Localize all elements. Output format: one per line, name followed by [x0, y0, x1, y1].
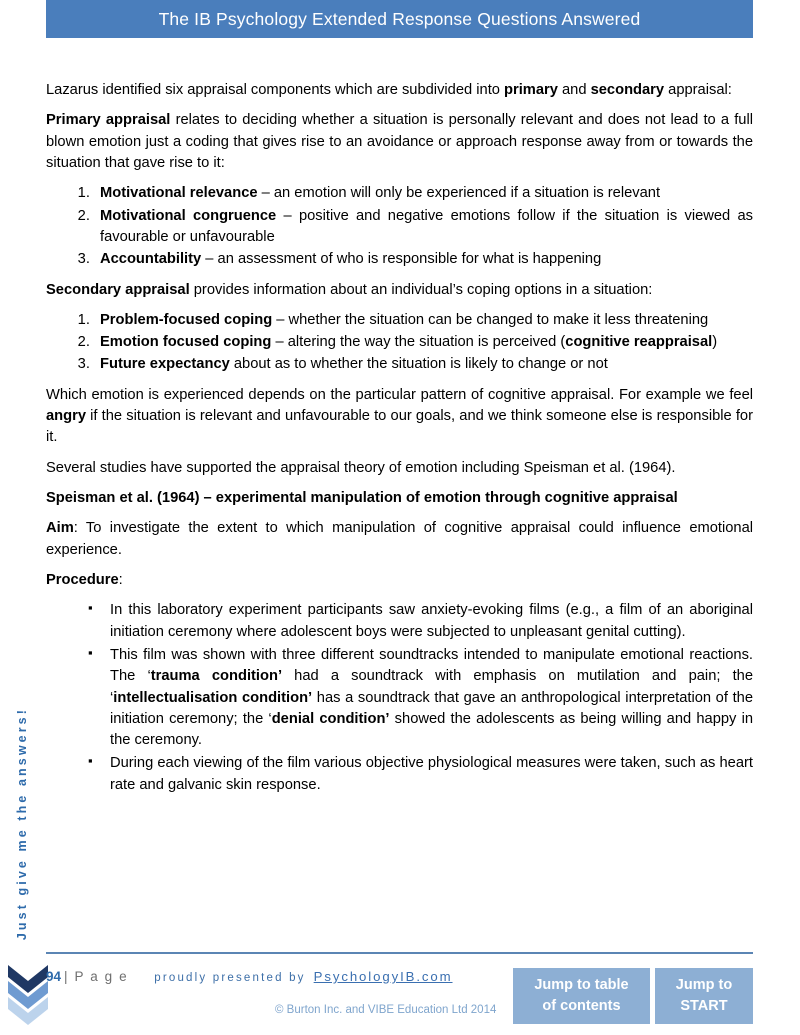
aim-text: : To investigate the extent to which manipulation of cognitive appraisal could influence emotional experience. [46, 520, 753, 558]
list-item-text-a: – altering the way the situation is perceived ( [271, 334, 566, 351]
jump-to-table-of-contents-button[interactable] [513, 968, 650, 1024]
chevron-down-icon [5, 963, 51, 1025]
footer-divider [46, 952, 753, 954]
procedure-colon: : [118, 571, 123, 588]
intro-text-1: Lazarus identified six appraisal components which are subdivided into [46, 82, 505, 98]
list-item-term: Problem-focused coping [100, 311, 273, 328]
primary-appraisal-list [46, 183, 753, 270]
list-item-term: Motivational relevance [100, 185, 258, 202]
which-emotion-text-1: Which emotion is experienced depends on the particular pattern of cognitive appraisal. For example we feel [46, 386, 753, 403]
list-item [94, 249, 753, 270]
jump-start-line1: Jump to [675, 976, 733, 993]
list-item-term-b: cognitive reappraisal [565, 334, 713, 351]
list-item [94, 183, 753, 204]
list-item-term: Accountability [100, 251, 202, 268]
list-item-text: – positive and negative emotions follow if the situation is viewed as favourable or unfavourable [100, 207, 753, 245]
psychologyib-link[interactable]: PsychologyIB.com [313, 969, 453, 984]
list-item [94, 310, 753, 331]
primary-appraisal-text: relates to deciding whether a situation is personally relevant and does not lead to a full blown emotion just a coding that gives rise to an avoidance or approach response away from or towards the situation that gave rise to it: [46, 112, 753, 171]
copyright-notice: © Burton Inc. and VIBE Education Ltd 2014 [275, 1004, 497, 1016]
list-item-text-3: has a soundtrack that gave an anthropological interpretation of the initiation ceremony; the ‘ [110, 689, 753, 727]
secondary-appraisal-paragraph [46, 280, 753, 301]
speisman-study-heading: Speisman et al. (1964) – experimental manipulation of emotion through cognitive appraisal [46, 490, 678, 506]
list-item-text: In this laboratory experiment participants saw anxiety-evoking films (e.g., a film of an aboriginal initiation ceremony where adolescent boys were subjected to unpleasant genital cutting). [110, 602, 753, 640]
procedure-bullet-list [46, 600, 753, 796]
list-item-text-2: had a soundtrack with emphasis on mutilation and pain; the ‘ [110, 668, 754, 706]
side-tab-label: Just give me the answers! [15, 706, 29, 940]
proudly-presented-text: proudly presented by [154, 972, 306, 984]
list-item-text-1: This film was shown with three different soundtracks intended to manipulate emotional reactions. The ‘ [110, 646, 753, 685]
list-item-text: – whether the situation can be changed to make it less threatening [272, 311, 709, 328]
jump-to-start-button[interactable] [655, 968, 753, 1024]
which-emotion-paragraph [46, 385, 753, 449]
secondary-appraisal-list [46, 310, 753, 376]
intro-bold-secondary: secondary [590, 82, 665, 98]
which-emotion-bold-angry: angry [46, 408, 86, 425]
footer-left-block [46, 969, 453, 984]
page-header-banner [46, 0, 753, 38]
intro-text-2: and [557, 82, 591, 98]
side-tab [8, 650, 36, 940]
list-item-term: Emotion focused coping [100, 334, 272, 351]
list-item-text: – an assessment of who is responsible for what is happening [201, 251, 602, 268]
page-title: The IB Psychology Extended Response Questions Answered [158, 8, 641, 29]
trauma-condition-term: trauma condition’ [150, 668, 283, 685]
which-emotion-text-2: if the situation is relevant and unfavourable to our goals, and we think someone else is responsible for it. [46, 408, 753, 446]
intro-text-3: appraisal: [664, 82, 732, 98]
list-item-text: During each viewing of the film various objective physiological measures were taken, such as heart rate and galvanic skin response. [110, 755, 753, 793]
aim-label: Aim [46, 520, 74, 537]
list-item [88, 753, 753, 796]
secondary-appraisal-label: Secondary appraisal [46, 281, 190, 298]
list-item-text-4: showed the adolescents as being willing and happy in the ceremony. [110, 710, 753, 749]
list-item-term: Future expectancy [100, 356, 230, 373]
list-item [88, 645, 753, 752]
document-content [46, 80, 753, 798]
page-label: | P a g e [64, 969, 129, 984]
denial-condition-term: denial condition’ [271, 710, 390, 727]
list-item [94, 206, 753, 249]
intellectualisation-condition-term: intellectualisation condition’ [113, 689, 313, 706]
intro-paragraph [46, 80, 753, 101]
jump-toc-line1: Jump to table [534, 976, 629, 993]
list-item-text: about as to whether the situation is likely to change or not [229, 356, 608, 373]
intro-bold-primary: primary [504, 82, 558, 98]
procedure-heading [46, 570, 753, 591]
aim-paragraph [46, 518, 753, 561]
list-item-text-b: ) [712, 334, 718, 351]
jump-start-line2: START [680, 998, 728, 1014]
procedure-label: Procedure [46, 571, 119, 588]
list-item [88, 600, 753, 643]
primary-appraisal-label: Primary appraisal [46, 112, 171, 129]
secondary-appraisal-text: provides information about an individual’s coping options in a situation: [189, 281, 653, 298]
list-item [94, 332, 753, 353]
page-number: 94 [46, 969, 62, 984]
primary-appraisal-paragraph [46, 110, 753, 174]
jump-toc-line2: of contents [542, 998, 621, 1014]
list-item-text: – an emotion will only be experienced if a situation is relevant [257, 185, 661, 202]
several-studies-paragraph: Several studies have supported the appraisal theory of emotion including Speisman et al. (1964). [46, 459, 676, 476]
list-item-term: Motivational congruence [100, 207, 277, 224]
list-item [94, 354, 753, 375]
